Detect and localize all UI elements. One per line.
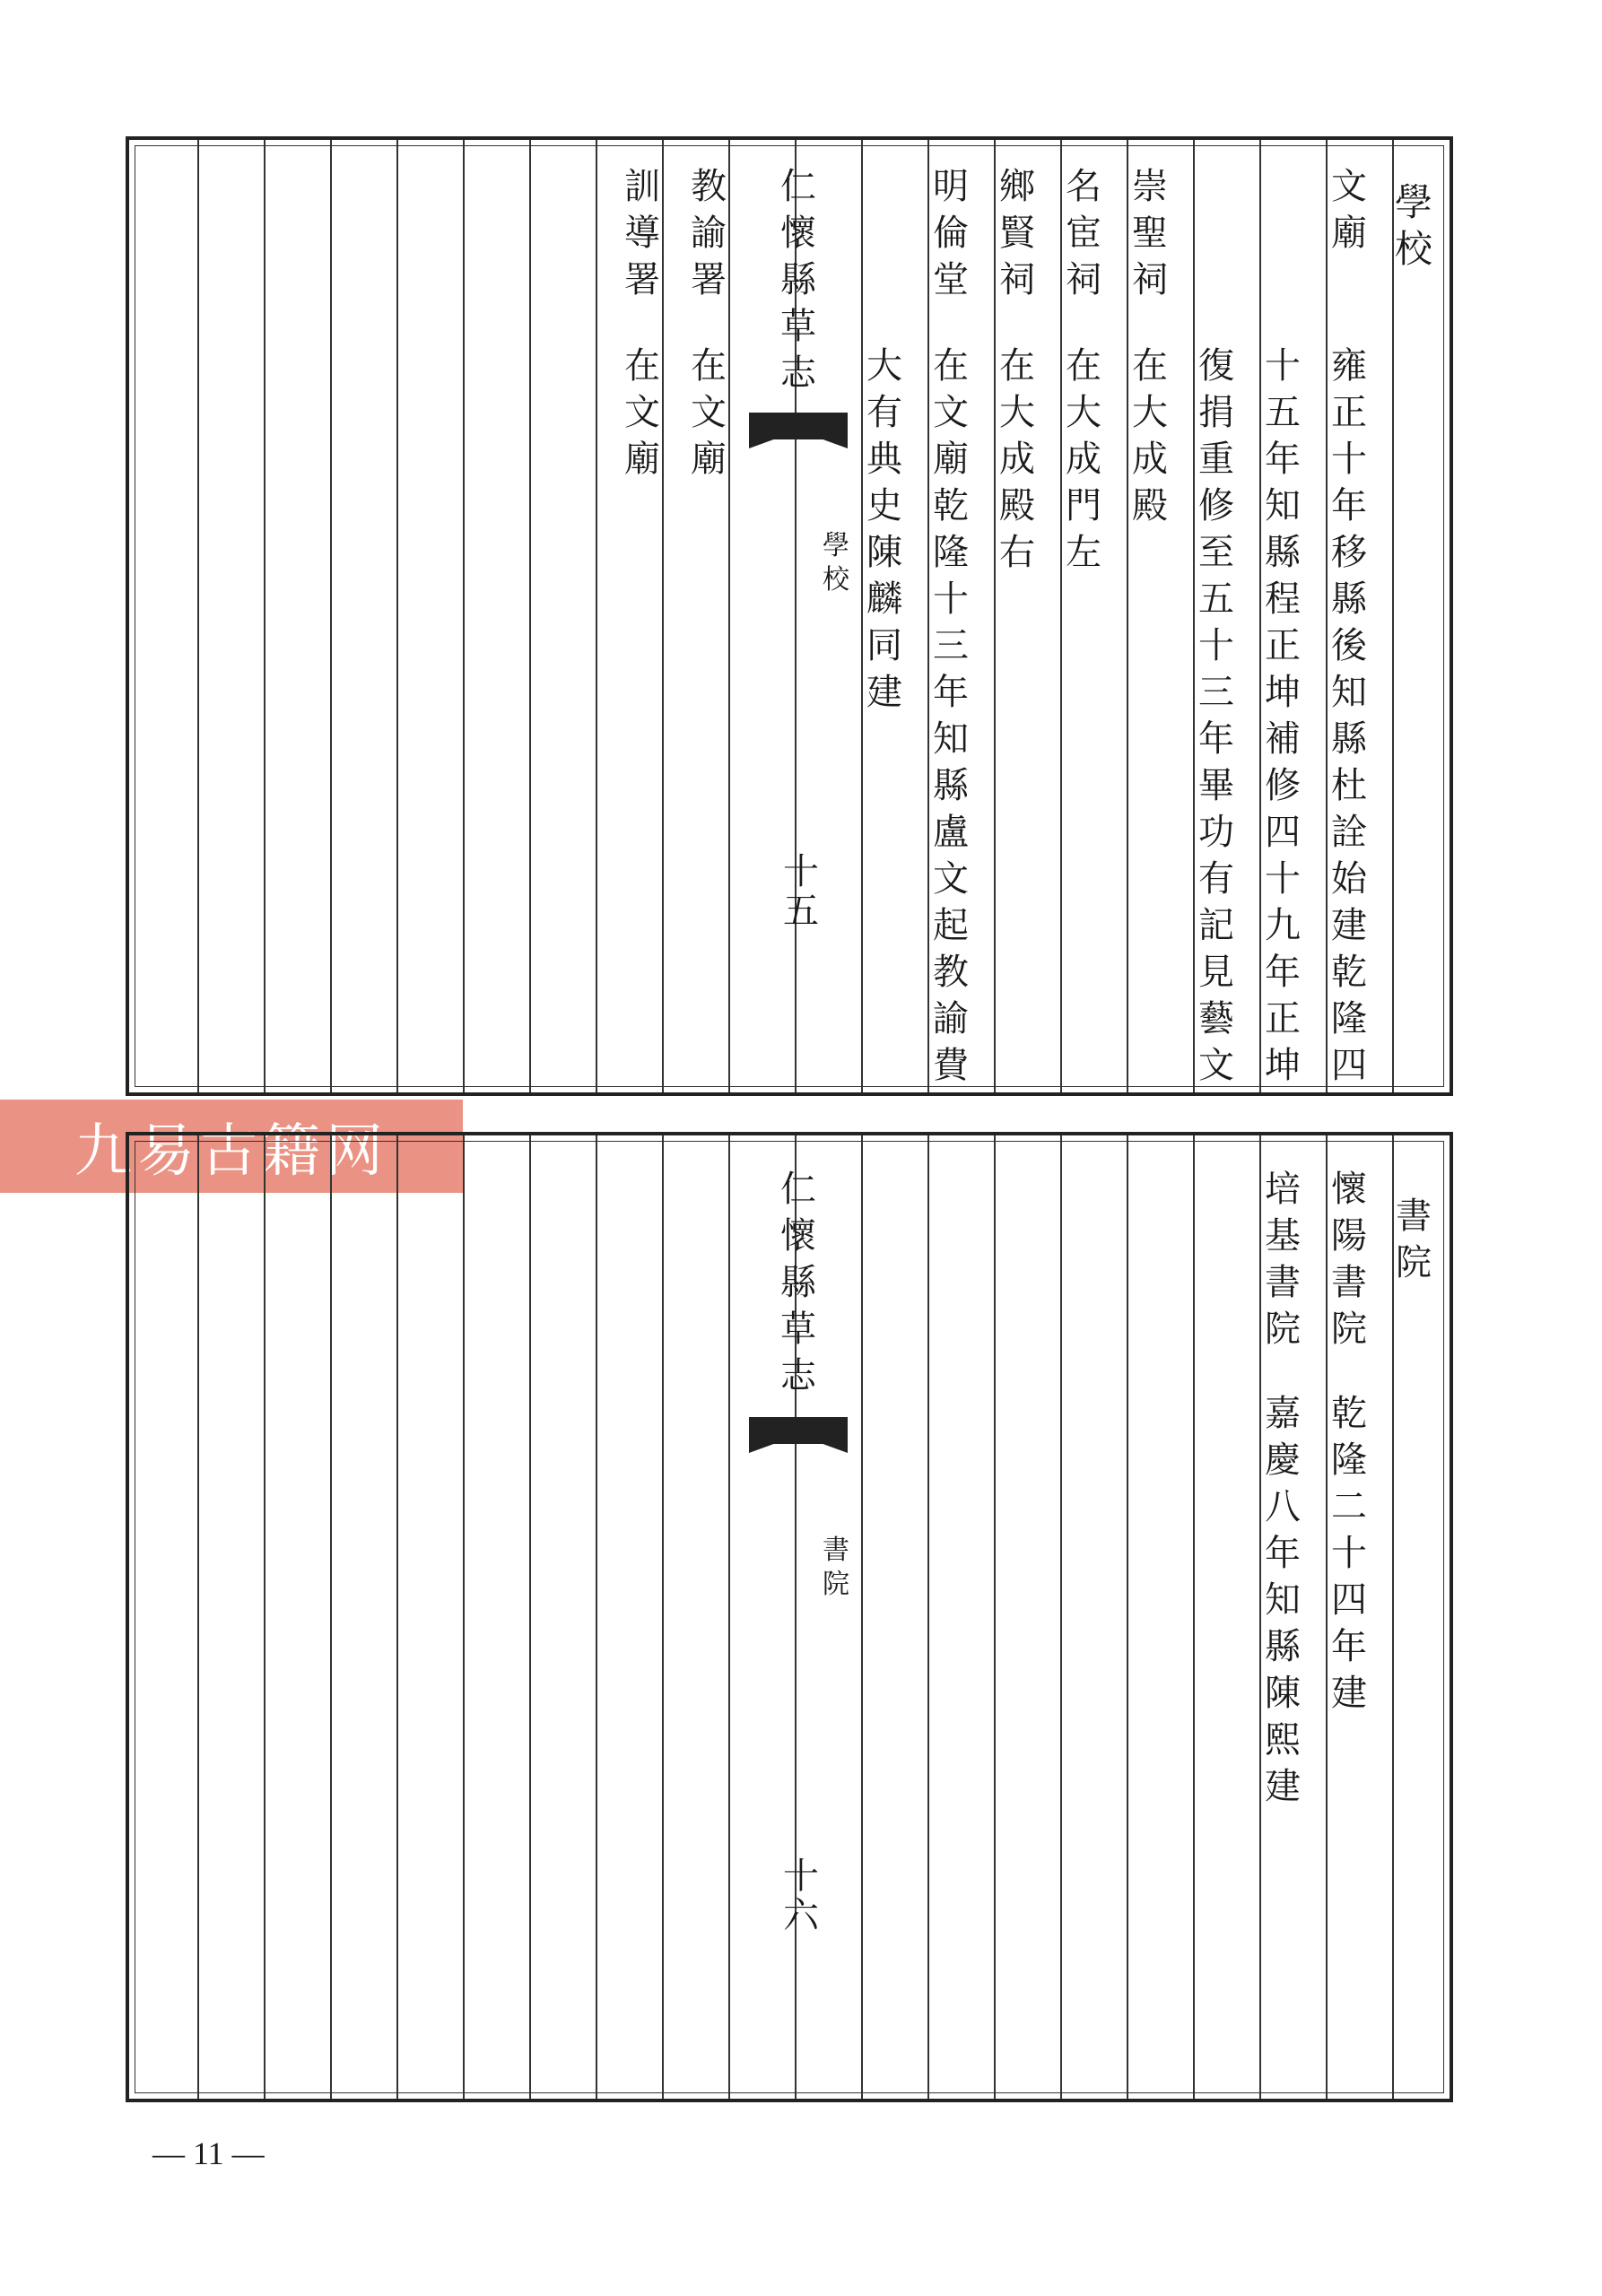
column-rule (529, 140, 531, 1092)
entry-text: 在 文 廟 (691, 345, 727, 480)
folio-number: 十 五 (783, 851, 819, 932)
section-heading (1385, 179, 1442, 271)
entry-text: 在 大 成 殿 (1132, 345, 1168, 526)
column-rule (264, 140, 266, 1092)
entry-name: 鄉 賢 祠 (999, 166, 1035, 300)
entry-name: 名 宦 祠 (1066, 166, 1101, 300)
entry-text: 在 大 成 門 左 (1066, 345, 1101, 573)
column-rule (463, 1135, 465, 2099)
column-rule (197, 140, 199, 1092)
entry-text: 雍 正 十 年 移 縣 後 知 縣 杜 詮 始 建 乾 隆 四 (1331, 345, 1367, 1086)
entry-column (922, 163, 979, 1089)
banner-section (809, 529, 863, 597)
column-rule (927, 1135, 929, 2099)
column-rule (1060, 1135, 1062, 2099)
entry-column (1188, 343, 1245, 1089)
section-heading (1385, 1193, 1442, 1286)
entry-column (680, 163, 737, 483)
entry-text: 在 大 成 殿 右 (999, 345, 1035, 573)
column-rule (264, 1135, 266, 2099)
column-rule (1392, 140, 1394, 1092)
entry-text: 在 文 廟 乾 隆 十 三 年 知 縣 盧 文 起 教 諭 費 (933, 345, 969, 1086)
column-rule (596, 1135, 597, 2099)
column-rule (330, 140, 332, 1092)
column-rule (1193, 1135, 1195, 2099)
fishtail-mark-icon (749, 1417, 848, 1480)
column-rule (396, 1135, 398, 2099)
entry-column (1121, 163, 1179, 529)
entry-column (1320, 1166, 1378, 1717)
banner-title (761, 163, 836, 396)
banner-section (809, 1534, 863, 1602)
entry-text: 嘉 慶 八 年 知 縣 陳 熙 建 (1265, 1393, 1301, 1807)
column-rule (662, 1135, 664, 2099)
entry-text: 十 五 年 知 縣 程 正 坤 補 修 四 十 九 年 正 坤 (1265, 345, 1301, 1086)
entry-column (614, 163, 671, 483)
column-rule (197, 1135, 199, 2099)
column-rule (463, 140, 465, 1092)
entry-name: 教 諭 署 (691, 166, 727, 300)
fishtail-mark-icon (749, 413, 848, 475)
column-rule (596, 140, 597, 1092)
entry-column (1254, 343, 1311, 1089)
column-rule (396, 140, 398, 1092)
entry-column (1320, 163, 1378, 1089)
entry-name: 懷 陽 書 院 (1331, 1169, 1367, 1350)
entry-name: 明 倫 堂 (933, 166, 969, 300)
column-rule (330, 1135, 332, 2099)
section-heading-text: 書 院 (1396, 1196, 1432, 1283)
page-number: — 11 — (152, 2135, 265, 2171)
entry-name: 培 基 書 院 (1265, 1169, 1301, 1350)
entry-column (1254, 1166, 1311, 1810)
entry-text: 大 有 典 史 陳 麟 同 建 (866, 345, 902, 713)
column-rule (861, 1135, 863, 2099)
entry-column (988, 163, 1046, 576)
banner-title-text: 仁 懷 縣 草 志 (780, 1169, 816, 1396)
entry-text: 在 文 廟 (624, 345, 660, 480)
entry-text: 乾 隆 二 十 四 年 建 (1331, 1393, 1367, 1714)
entry-text: 復 捐 重 修 至 五 十 三 年 畢 功 有 記 見 藝 文 (1198, 345, 1234, 1086)
watermark-banner: 九易古籍网 (0, 1100, 463, 1193)
column-rule (728, 1135, 730, 2099)
column-rule (994, 1135, 996, 2099)
column-rule (1127, 1135, 1128, 2099)
banner-section-text: 書 院 (823, 1535, 849, 1600)
entry-name: 文 廟 (1331, 166, 1367, 254)
folio-number: 十 六 (783, 1856, 819, 1936)
banner-title-text: 仁 懷 縣 草 志 (780, 166, 816, 394)
column-rule (529, 1135, 531, 2099)
entry-name: 訓 導 署 (624, 166, 660, 300)
banner-section-text: 學 校 (823, 530, 849, 596)
entry-column (856, 343, 913, 716)
section-heading-text: 學 校 (1394, 180, 1432, 271)
entry-column (1055, 163, 1112, 576)
entry-name: 崇 聖 祠 (1132, 166, 1168, 300)
banner-title (761, 1166, 836, 1399)
